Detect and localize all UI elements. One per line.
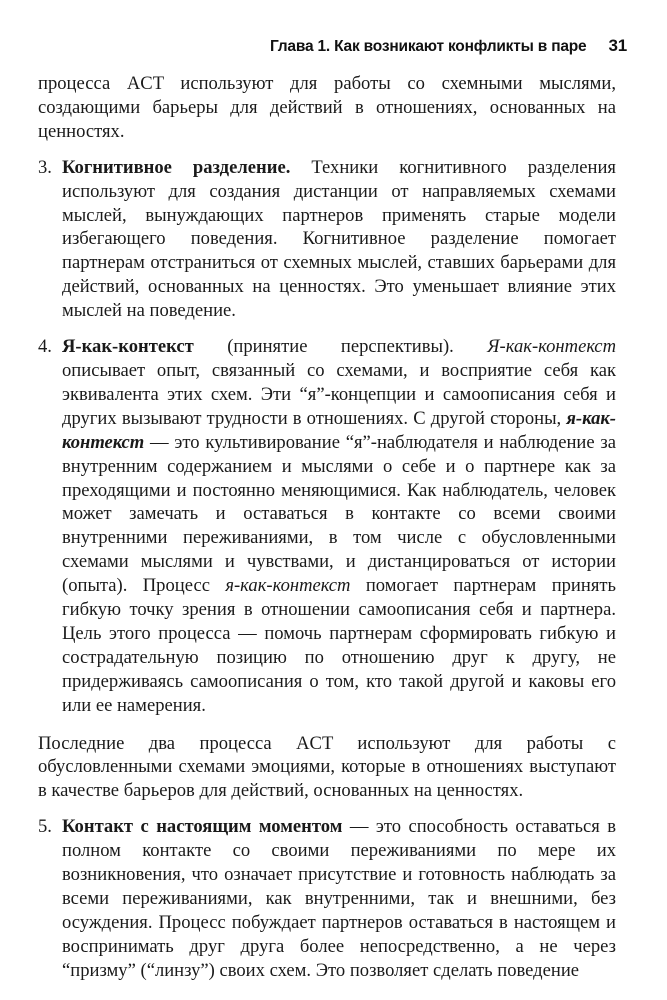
list-item-3 bbox=[38, 156, 616, 323]
item-5-body: — это способность оставаться в полном контакте со своими переживаниями по мере их возникновения, что означает присутствие и готовность наблюдать за всеми переживаниями, как внутренними, так и внешними, без осуждения. Процесс побуждает партнеров оставаться в настоящем и воспринимать друг друга более непосредственно, а не через “призму” (“линзу”) своих схем. Это позволяет сделать поведение bbox=[62, 816, 616, 981]
item-5-term: Контакт с настоящим моментом bbox=[62, 816, 343, 838]
item-4-number: 4. bbox=[38, 336, 52, 358]
item-3-body: Техники когнитивного разделения используют для создания дистанции от направляемых схемами мыслей, вынуждающих партнеров применять старые модели избегающего поведения. Когнитивное разделение помогает партнерам отстраниться от схемных мыслей, ставших барьерами для действий, основанных на ценностях. Это уменьшает влияние этих мыслей на поведение. bbox=[62, 156, 616, 322]
item-3-term: Когнитивное разделение. bbox=[62, 156, 291, 178]
running-head bbox=[40, 36, 627, 56]
item-4-italic-2: я-как-контекст bbox=[62, 407, 616, 453]
item-4-body-3: — это культивирование “я”-наблюдателя и наблюдение за внутренним содержанием и мыслями о себе и о партнере как за преходящими и постоянно меняющимися. Как наблюдатель, человек может замечать и оставаться в контакте со всеми своими внутренними переживаниями, в том числе с обусловленными схемами мыслями и чувствами, и дистанцироваться от истории (опыта). Процесс bbox=[62, 431, 616, 597]
item-3-text bbox=[62, 156, 616, 323]
paragraph-gap bbox=[38, 718, 616, 732]
item-4-text bbox=[62, 335, 616, 718]
item-5-text bbox=[62, 815, 616, 982]
item-5-number: 5. bbox=[38, 816, 52, 838]
item-4-body-1: (принятие перспективы). bbox=[193, 336, 488, 358]
middle-paragraph: Последние два процесса ACT используют для работы с обусловленными схемами эмоциями, которые в отношениях выступают в качестве барьеров для действий, основанных на ценностях. bbox=[38, 732, 616, 802]
list-item-5 bbox=[38, 815, 616, 982]
page-number: 31 bbox=[608, 36, 627, 55]
chapter-title: Глава 1. Как возникают конфликты в паре bbox=[269, 38, 587, 55]
intro-paragraph: процесса ACT используют для работы со схемными мыслями, создающими барьеры для действий в отношениях, основанных на ценностях. bbox=[38, 73, 616, 142]
body-text bbox=[38, 72, 616, 983]
item-4-body-4: помогает партнерам принять гибкую точку зрения в отношении самоописания себя и партнера. Цель этого процесса — помочь партнерам сформировать гибкую и сострадательную позицию по отношению друг к другу, не придерживаясь самоописания о том, кто такой другой и каковы его или ее намерения. bbox=[62, 575, 616, 716]
list-item-4 bbox=[38, 335, 616, 718]
item-3-number: 3. bbox=[38, 156, 52, 178]
item-4-italic-3: я-как-контекст bbox=[225, 575, 351, 597]
item-4-italic-1: Я-как-контекст bbox=[487, 336, 616, 358]
item-4-body-2: описывает опыт, связанный со схемами, и восприятие себя как эквивалента этих схем. Эти “я”-концепции и самоописания себя и других вызывают трудности в отношениях. С другой стороны, bbox=[62, 359, 616, 429]
item-4-term: Я-как-контекст bbox=[62, 336, 194, 358]
